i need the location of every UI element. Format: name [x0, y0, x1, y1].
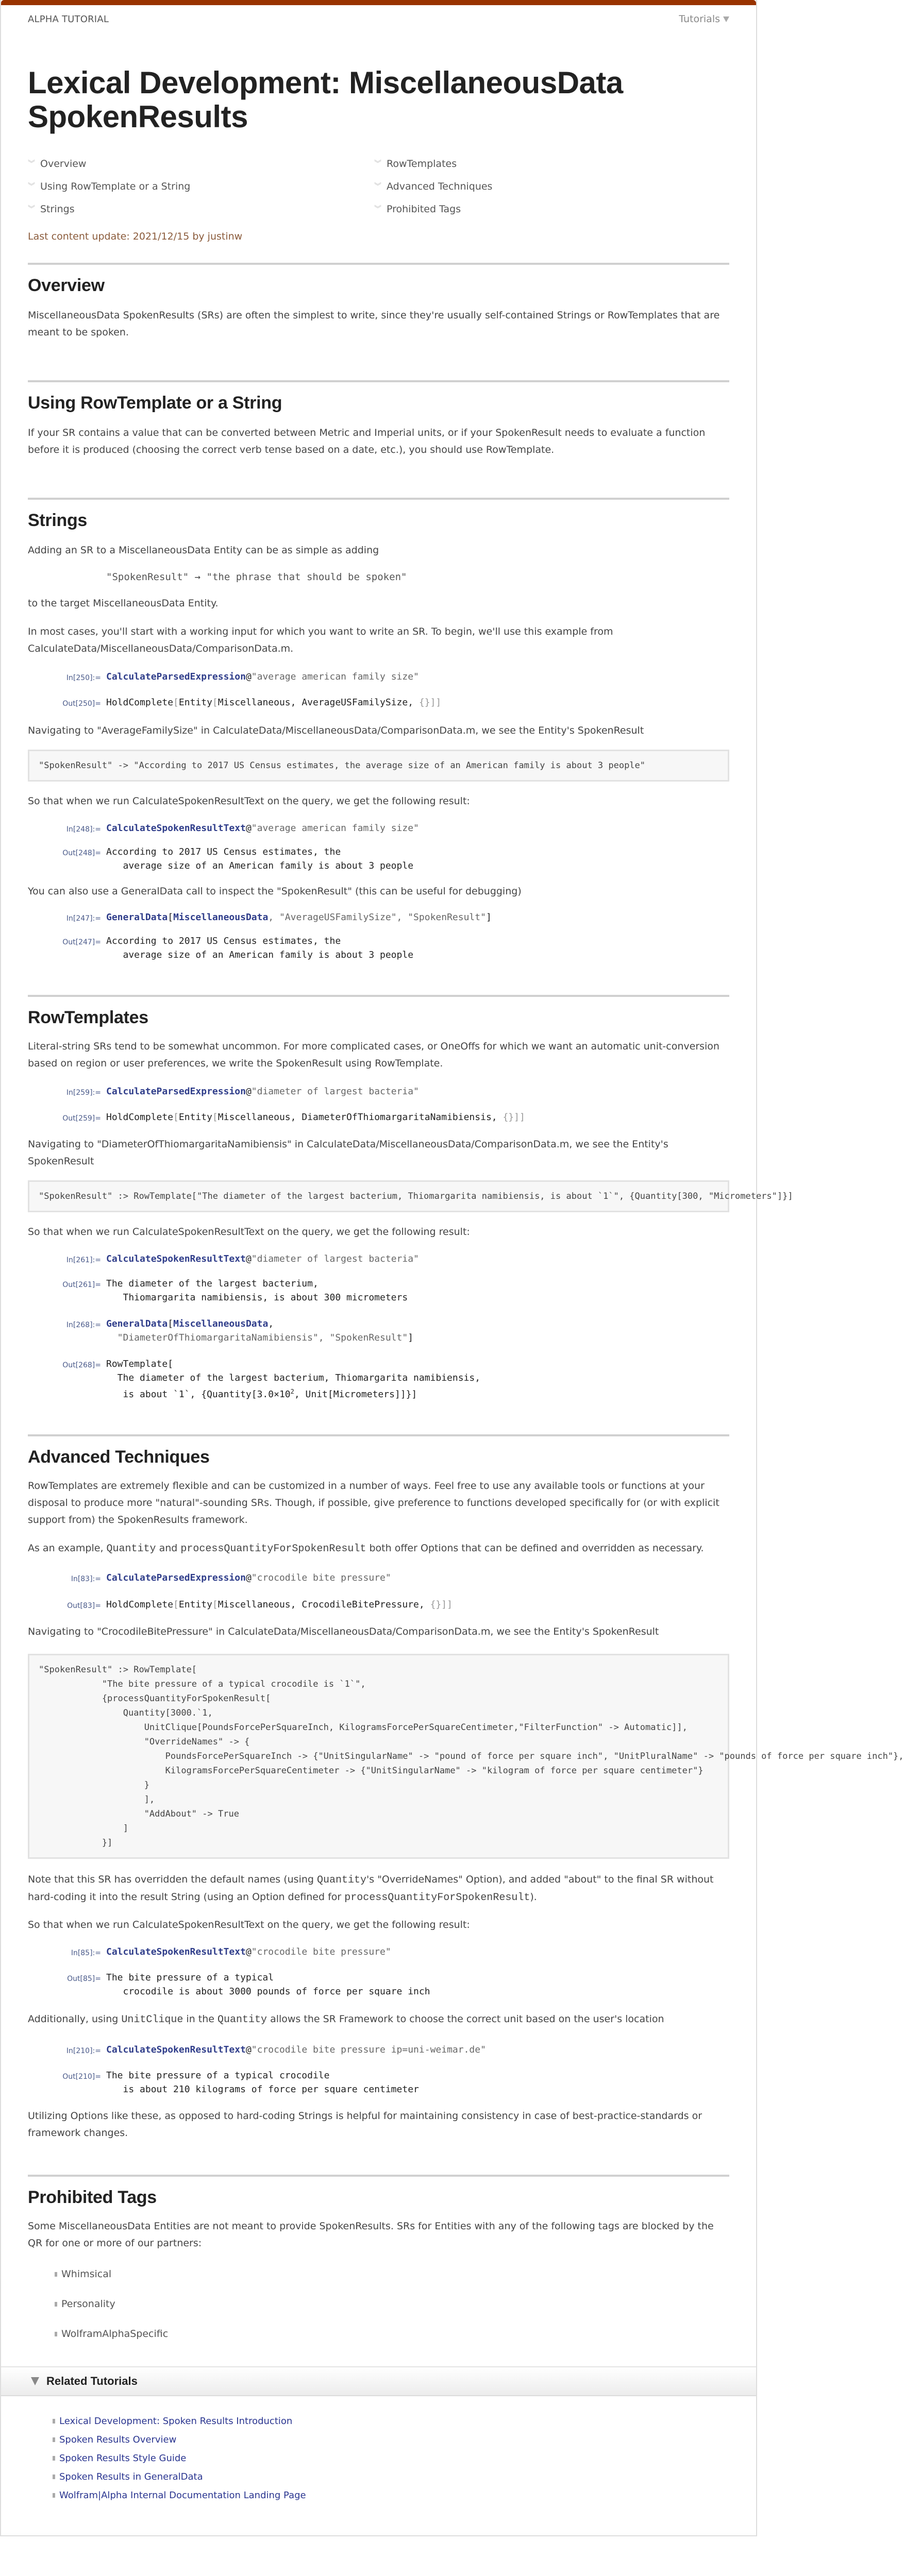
- section-heading-advanced: Advanced Techniques: [28, 1447, 210, 1467]
- input-cell: [28, 2043, 729, 2058]
- input-cell: [28, 1252, 729, 1267]
- bracket: [: [168, 1318, 174, 1329]
- cell-label: Out[259]=: [62, 1114, 101, 1123]
- function-name: CalculateSpokenResultText: [106, 823, 246, 834]
- code-line: "SpokenResult" :> RowTemplate[: [39, 1665, 197, 1675]
- function-name: CalculateParsedExpression: [106, 1086, 246, 1097]
- section-heading-overview: Overview: [28, 276, 105, 295]
- double-chevron-down-icon: ︾: [28, 182, 35, 191]
- toc-label: RowTemplates: [387, 158, 457, 170]
- output-line: The bite pressure of a typical: [106, 1972, 274, 1983]
- cell-label: Out[210]=: [62, 2073, 101, 2081]
- inline-code: processQuantityForSpokenResult: [180, 1543, 366, 1555]
- input-cell: [28, 910, 729, 926]
- inline-code: Quantity: [217, 2014, 267, 2026]
- tutorials-menu-button[interactable]: [679, 13, 729, 25]
- code-line: {processQuantityForSpokenResult[: [39, 1693, 271, 1704]
- function-name: GeneralData: [106, 1318, 168, 1329]
- expr-head: HoldComplete: [106, 1112, 174, 1123]
- bullet-icon: [53, 2493, 55, 2498]
- list-item: [53, 2449, 756, 2467]
- text: Additionally, using: [28, 2013, 122, 2025]
- toc-label: Prohibited Tags: [387, 204, 461, 215]
- arrow-icon: →: [194, 571, 201, 583]
- string-arg: "diameter of largest bacteria": [251, 1253, 419, 1264]
- code-block[interactable]: "SpokenResult" :> RowTemplate["The diameter of the largest bacterium, Thiomargarita namibiensis, is about `1`", {Quantity[300, "Micrometers"]}]: [28, 1180, 729, 1212]
- bullet-icon: [53, 2437, 55, 2442]
- cell-label: In[261]:=: [66, 1256, 101, 1264]
- output-line: The bite pressure of a typical crocodile: [106, 2070, 330, 2081]
- input-cell: [28, 1571, 729, 1586]
- input-cell: [28, 1084, 729, 1100]
- code-line: UnitClique[PoundsForcePerSquareInch, KilogramsForcePerSquareCentimeter,"FilterFunction" -> Automatic]],: [39, 1722, 688, 1733]
- output-line: , Unit[Micrometers]]}]: [294, 1389, 417, 1400]
- expr-head: HoldComplete: [106, 697, 174, 708]
- strings-general-text: You can also use a GeneralData call to inspect the "SpokenResult" (this can be useful for debugging): [28, 886, 522, 897]
- code-line: ],: [39, 1794, 155, 1805]
- code-line: PoundsForcePerSquareInch -> {"UnitSingularName" -> "pound of force per square inch", "UnitPluralName" -> "pounds of force per square inch"},: [39, 1751, 904, 1761]
- related-tutorials-heading: Related Tutorials: [46, 2375, 138, 2387]
- strings-run-text: So that when we run CalculateSpokenResultText on the query, we get the following result:: [28, 795, 470, 807]
- output-cell: [28, 845, 729, 873]
- related-link[interactable]: Wolfram|Alpha Internal Documentation Landing Page: [59, 2489, 306, 2501]
- output-line: According to 2017 US Census estimates, the: [106, 846, 341, 857]
- bracket: ]]: [430, 697, 442, 708]
- bracket: {}: [418, 697, 430, 708]
- rowtemplates-run-text: So that when we run CalculateSpokenResultText on the query, we get the following result:: [28, 1226, 470, 1238]
- code-line: KilogramsForcePerSquareCentimeter -> {"UnitSingularName" -> "kilogram of force per square centimeter"}: [39, 1766, 704, 1776]
- output-cell: [28, 934, 729, 962]
- bracket: {}: [430, 1599, 442, 1610]
- rowtemplates-nav-text: Navigating to "DiameterOfThiomargaritaNamibiensis" in CalculateData/MiscellaneousData/ComparisonData.m, we see the Entity's SpokenResult: [28, 1139, 668, 1167]
- cell-label: Out[268]=: [62, 1361, 101, 1369]
- rowtemplates-intro: Literal-string SRs tend to be somewhat uncommon. For more complicated cases, or OneOffs for which we want an automatic unit-conversion based on region or user preferences, we write the SpokenResult using RowTemplate.: [28, 1041, 719, 1069]
- text: both offer Options that can be defined and overridden as necessary.: [366, 1543, 704, 1554]
- cell-label: In[210]:=: [66, 2047, 101, 2055]
- input-cell: [28, 670, 729, 685]
- expr-args: Miscellaneous, AverageUSFamilySize,: [217, 697, 419, 708]
- double-chevron-down-icon: ︾: [28, 160, 35, 168]
- section-divider: [28, 263, 729, 265]
- code-line: ]: [39, 1823, 128, 1834]
- toc-label: Using RowTemplate or a String: [40, 181, 191, 192]
- cell-label: In[268]:=: [66, 1321, 101, 1329]
- text: and: [156, 1543, 181, 1554]
- bracket: [: [173, 1112, 179, 1123]
- expr-head: Entity: [178, 697, 212, 708]
- operator: @: [245, 2044, 252, 2055]
- cell-label: Out[247]=: [62, 938, 101, 946]
- cell-label: In[259]:=: [66, 1089, 101, 1097]
- toc-item-advanced-techniques[interactable]: [374, 179, 721, 194]
- section-divider: [28, 498, 729, 500]
- output-line: average size of an American family is about 3 people: [106, 950, 414, 960]
- overview-text: MiscellaneousData SpokenResults (SRs) are often the simplest to write, since they're usually self-contained Strings or RowTemplates that are meant to be spoken.: [28, 310, 720, 338]
- output-line: average size of an American family is about 3 people: [106, 860, 414, 871]
- code-block[interactable]: [28, 1654, 904, 1859]
- string-args: "DiameterOfThiomargaritaNamibiensis", "SpokenResult": [106, 1332, 408, 1343]
- bullet-icon: [55, 2272, 57, 2277]
- toc-item-using-rowtemplate[interactable]: [28, 179, 374, 194]
- formula-rhs: "the phrase that should be spoken": [206, 571, 407, 583]
- page-title: Lexical Development: MiscellaneousData SpokenResults: [28, 65, 623, 134]
- output-line: is about 210 kilograms of force per square centimeter: [106, 2084, 419, 2095]
- list-item: [55, 2266, 729, 2282]
- output-line: Thiomargarita namibiensis, is about 300 micrometers: [106, 1292, 408, 1303]
- advanced-intro: RowTemplates are extremely flexible and can be customized in a number of ways. Feel free to use any available tools or functions at your disposal to produce more "natural"-sounding SRs. Though, if possible, give preference to functions developed specifically for (or with explicit support from) the SpokenResults framework.: [28, 1480, 719, 1526]
- output-line: The diameter of the largest bacterium, Thiomargarita namibiensis,: [106, 1372, 481, 1383]
- inline-code: UnitClique: [121, 2014, 183, 2026]
- section-heading-rowtemplates: RowTemplates: [28, 1008, 148, 1027]
- string-arg: "crocodile bite pressure": [251, 1572, 391, 1583]
- text: 's "OverrideNames" Option), and added "about" to the final SR without hard-coding it into the result String (using an Option defined for: [28, 1874, 714, 1903]
- list-item: [53, 2430, 756, 2449]
- bracket: {}: [503, 1112, 514, 1123]
- output-line: According to 2017 US Census estimates, the: [106, 936, 341, 946]
- cell-label: In[85]:=: [71, 1949, 101, 1957]
- strings-intro: Adding an SR to a MiscellaneousData Entity can be as simple as adding: [28, 545, 379, 556]
- bullet-icon: [55, 2302, 57, 2307]
- text: ).: [530, 1891, 537, 1903]
- operator: @: [245, 1253, 252, 1264]
- section-heading-using: Using RowTemplate or a String: [28, 393, 282, 413]
- last-update: Last content update: 2021/12/15 by justinw: [28, 231, 243, 242]
- related-link[interactable]: Spoken Results Style Guide: [59, 2452, 187, 2464]
- related-tutorials-toggle[interactable]: [1, 2366, 756, 2396]
- strings-nav-text: Navigating to "AverageFamilySize" in CalculateData/MiscellaneousData/ComparisonData.m, we see the Entity's SpokenResult: [28, 725, 644, 736]
- output-cell: [28, 1357, 729, 1401]
- function-name: CalculateSpokenResultText: [106, 1253, 246, 1264]
- output-cell: [28, 1110, 729, 1126]
- function-name: GeneralData: [106, 912, 168, 923]
- superscript: 2: [290, 1388, 294, 1395]
- bullet-icon: [55, 2332, 57, 2336]
- strings-begin-text: In most cases, you'll start with a working input for which you want to write an SR. To begin, we'll use this example from CalculateData/MiscellaneousData/ComparisonData.m.: [28, 626, 613, 654]
- string-arg: "diameter of largest bacteria": [251, 1086, 419, 1097]
- tutorials-menu-label: Tutorials: [679, 13, 720, 25]
- list-item: [55, 2296, 729, 2312]
- input-cell: [28, 1317, 729, 1345]
- output-cell: [28, 1971, 729, 1998]
- cell-label: Out[85]=: [67, 1975, 101, 1983]
- output-cell: [28, 1598, 729, 1613]
- cell-label: Out[250]=: [62, 700, 101, 708]
- text: in the: [183, 2013, 218, 2025]
- tag-label: Whimsical: [61, 2268, 112, 2280]
- advanced-closing-text: Utilizing Options like these, as opposed to hard-coding Strings is helpful for maintaining consistency in case of best-practice-standards or framework changes.: [28, 2110, 702, 2139]
- table-of-contents: [28, 157, 729, 216]
- section-divider: [28, 1434, 729, 1436]
- bracket: [: [173, 697, 179, 708]
- cell-label: Out[83]=: [67, 1602, 101, 1610]
- section-divider: [28, 2175, 729, 2177]
- double-chevron-down-icon: ︾: [374, 182, 381, 191]
- function-name: CalculateSpokenResultText: [106, 1946, 246, 1957]
- tag-label: Personality: [61, 2298, 115, 2310]
- inline-code: Quantity: [106, 1543, 156, 1555]
- input-cell: [28, 1945, 729, 1960]
- bracket: ]]: [514, 1112, 525, 1123]
- tag-label: WolframAlphaSpecific: [61, 2328, 169, 2340]
- operator: @: [245, 1572, 252, 1583]
- dropdown-arrow-icon: [723, 16, 729, 22]
- double-chevron-down-icon: ︾: [374, 205, 381, 213]
- cell-label: In[247]:=: [66, 914, 101, 923]
- double-chevron-down-icon: ︾: [374, 160, 381, 168]
- related-link[interactable]: Spoken Results in GeneralData: [59, 2471, 203, 2482]
- function-name: CalculateParsedExpression: [106, 671, 246, 682]
- code-line: "The bite pressure of a typical crocodile is `1`",: [39, 1679, 366, 1689]
- code-line: "OverrideNames" -> {: [39, 1737, 250, 1747]
- prohibited-tag-list: [55, 2266, 729, 2342]
- text: allows the SR Framework to choose the correct unit based on the user's location: [267, 2013, 664, 2025]
- string-arg: "average american family size": [251, 671, 419, 682]
- toc-item-strings[interactable]: [28, 202, 374, 216]
- output-line: The diameter of the largest bacterium,: [106, 1278, 319, 1289]
- triangle-down-icon: [31, 2377, 39, 2385]
- related-link[interactable]: Spoken Results Overview: [59, 2434, 177, 2445]
- output-cell: [28, 1277, 729, 1304]
- section-label: ALPHA TUTORIAL: [28, 13, 109, 25]
- string-arg: "average american family size": [251, 823, 419, 834]
- prohibited-intro: Some MiscellaneousData Entities are not meant to provide SpokenResults. SRs for Entities with any of the following tags are blocked by the QR for one or more of our partners:: [28, 2221, 714, 2249]
- bullet-icon: [53, 2419, 55, 2424]
- function-name: CalculateSpokenResultText: [106, 2044, 246, 2055]
- inline-code: Quantity: [317, 1874, 367, 1886]
- cell-label: Out[261]=: [62, 1281, 101, 1289]
- related-tutorials-list: [53, 2412, 756, 2504]
- cell-label: In[248]:=: [66, 825, 101, 834]
- toc-label: Advanced Techniques: [387, 181, 493, 192]
- toc-item-overview[interactable]: [28, 157, 374, 171]
- toc-item-prohibited-tags[interactable]: [374, 202, 721, 216]
- input-cell: [28, 821, 729, 837]
- string-arg: "crocodile bite pressure ip=uni-weimar.de": [251, 2044, 486, 2055]
- operator: @: [245, 1086, 252, 1097]
- list-item: [53, 2467, 756, 2486]
- bracket: [: [168, 912, 174, 923]
- advanced-example-text: [28, 1540, 729, 1557]
- page-header: [1, 5, 756, 26]
- symbol-name: MiscellaneousData: [173, 912, 269, 923]
- bullet-icon: [53, 2475, 55, 2479]
- bracket: [: [212, 697, 218, 708]
- expr-head: Entity: [178, 1112, 212, 1123]
- bracket: ]]: [441, 1599, 453, 1610]
- toc-label: Strings: [40, 204, 75, 215]
- comma: ,: [268, 1318, 274, 1329]
- list-item: [55, 2326, 729, 2342]
- output-line: RowTemplate[: [106, 1359, 174, 1369]
- cell-label: In[250]:=: [66, 674, 101, 682]
- using-text: If your SR contains a value that can be converted between Metric and Imperial units, or if your SpokenResult needs to evaluate a function before it is produced (choosing the correct verb tense based on a date, etc.), you should use RowTemplate.: [28, 427, 706, 455]
- list-item: [53, 2412, 756, 2430]
- formula-lhs: "SpokenResult": [106, 571, 189, 583]
- bracket: ]: [408, 1332, 414, 1343]
- expr-head: HoldComplete: [106, 1599, 174, 1610]
- section-heading-strings: Strings: [28, 511, 88, 530]
- toc-item-rowtemplates[interactable]: [374, 157, 721, 171]
- output-line: is about `1`, {Quantity[3.0×10: [106, 1389, 291, 1400]
- toc-label: Overview: [40, 158, 87, 170]
- text: Note that this SR has overridden the default names (using: [28, 1874, 317, 1885]
- operator: @: [245, 671, 252, 682]
- related-link[interactable]: Lexical Development: Spoken Results Introduction: [59, 2415, 293, 2427]
- advanced-nav-text: Navigating to "CrocodileBitePressure" in CalculateData/MiscellaneousData/ComparisonData.m, we see the Entity's SpokenResult: [28, 1626, 659, 1637]
- function-name: CalculateParsedExpression: [106, 1572, 246, 1583]
- bullet-icon: [53, 2456, 55, 2461]
- section-divider: [28, 995, 729, 997]
- section-divider: [28, 380, 729, 382]
- symbol-name: MiscellaneousData: [173, 1318, 269, 1329]
- bracket: [: [212, 1599, 218, 1610]
- spokenresult-formula: [106, 571, 729, 583]
- accent-bar: [1, 0, 756, 5]
- code-line: }: [39, 1780, 149, 1790]
- expr-head: Entity: [178, 1599, 212, 1610]
- output-line: crocodile is about 3000 pounds of force per square inch: [106, 1986, 430, 1997]
- output-cell: [28, 696, 729, 711]
- section-heading-prohibited: Prohibited Tags: [28, 2188, 157, 2207]
- advanced-additional-text: [28, 2011, 729, 2028]
- inline-code: processQuantityForSpokenResult: [344, 1892, 530, 1904]
- double-chevron-down-icon: ︾: [28, 205, 35, 213]
- bracket: [: [212, 1112, 218, 1123]
- text: As an example,: [28, 1543, 107, 1554]
- expr-args: Miscellaneous, DiameterOfThiomargaritaNamibiensis,: [217, 1112, 503, 1123]
- advanced-note-text: [28, 1871, 729, 1906]
- bracket: [: [173, 1599, 179, 1610]
- output-cell: [28, 2069, 729, 2096]
- operator: @: [245, 823, 252, 834]
- string-args: , "AverageUSFamilySize", "SpokenResult": [268, 912, 486, 923]
- operator: @: [245, 1946, 252, 1957]
- cell-label: In[83]:=: [71, 1575, 101, 1583]
- bracket: ]: [486, 912, 492, 923]
- code-line: "AddAbout" -> True: [39, 1809, 239, 1819]
- list-item: [53, 2486, 756, 2504]
- string-arg: "crocodile bite pressure": [251, 1946, 391, 1957]
- cell-label: Out[248]=: [62, 849, 101, 857]
- expr-args: Miscellaneous, CrocodileBitePressure,: [217, 1599, 430, 1610]
- code-block[interactable]: "SpokenResult" -> "According to 2017 US Census estimates, the average size of an American family is about 3 people": [28, 750, 729, 782]
- code-line: }]: [39, 1838, 113, 1848]
- code-line: Quantity[3000.`1,: [39, 1708, 213, 1718]
- strings-after-formula: to the target MiscellaneousData Entity.: [28, 598, 219, 609]
- advanced-run-text: So that when we run CalculateSpokenResultText on the query, we get the following result:: [28, 1919, 470, 1930]
